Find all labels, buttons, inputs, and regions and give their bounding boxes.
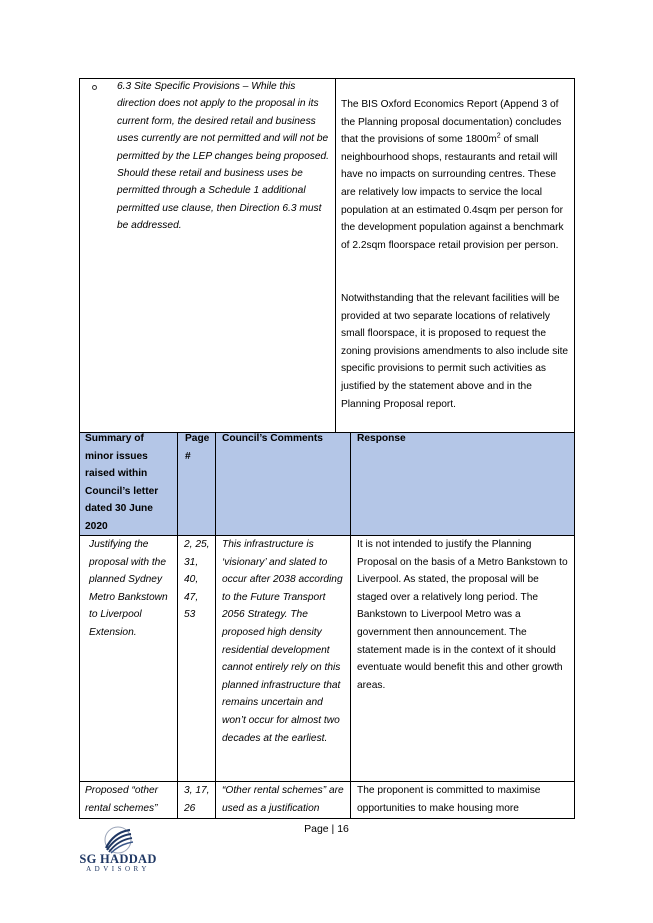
header-page: Page # (185, 433, 210, 462)
col2-left-border (177, 432, 178, 819)
bis-report-text-a: The BIS Oxford Economics Report (Append 3 of the Planning proposal documentation) concludes that the provisions of some 1800m (341, 99, 562, 146)
bis-report-text-b: of small neighbourhood shops, restaurants and retail will have no impacts on surrounding centres. These are relatively low impacts to service the local population at an estimated 0.4sqm per person for the development population against a benchmark of 2.2sqm floorspace retail provision per person. (341, 134, 564, 251)
table-row-1-pages: 2, 25, 31, 40, 47, 53 (184, 539, 210, 621)
col4-left-border (350, 432, 351, 819)
company-logo (78, 822, 158, 872)
logo-name: SG HADDAD (79, 852, 157, 866)
table-row-1-issue: Justifying the proposal with the planned Sydney Metro Bankstown to Liverpool Extension. (89, 539, 168, 638)
sup-2: 2 (496, 132, 501, 140)
table-bottom-border (79, 818, 575, 819)
bis-report-paragraph (341, 96, 569, 254)
notwithstanding-paragraph: Notwithstanding that the relevant facilities will be provided at two separate locations of relatively small floorspace, it is proposed to request the zoning provisions amendments to also include site specific provisions to permit such activities as justified by the statement above and in the Planning Proposal report. (341, 293, 569, 410)
top-left-border (79, 78, 80, 433)
table-row-2-comment: “Other rental schemes” are used as a justification (222, 785, 344, 814)
table-row-2-issue: Proposed “other rental schemes” (85, 785, 159, 814)
logo-swoosh-icon (78, 822, 158, 854)
header-comments: Council’s Comments (222, 433, 323, 444)
col4-right-border (574, 432, 575, 819)
direction-6-3-text: 6.3 Site Specific Provisions – While this direction does not apply to the proposal in its current form, the desired retail and business uses currently are not permitted and will not be permitted by the LEP changes being proposed. Should these retail and business uses be permitted through a Schedule 1 additional permitted use clause, then Direction 6.3 must be addressed. (117, 81, 330, 232)
col3-left-border (215, 432, 216, 819)
table-row-1-comment: This infrastructure is ‘visionary’ and slated to occur after 2038 according to the Future Transport 2056 Strategy. The proposed high density residential development cannot entirely rely on this planned infrastructure that remains uncertain and won’t occur for almost two decades at the earliest. (222, 539, 343, 744)
table-row-1-response: It is not intended to justify the Planning Proposal on the basis of a Metro Bankstown to Liverpool. As stated, the proposal will be staged over a relatively long period. The Bankstown to Liverpool Metro was a government then announcement. The statement made is in the context of it should eventuate would benefit this and other growth areas. (357, 539, 568, 691)
logo-tagline: ADVISORY (86, 865, 150, 873)
table-row-2-response: The proponent is committed to maximise opportunities to make housing more (357, 785, 541, 814)
page-number: Page | 16 (304, 823, 349, 835)
header-summary: Summary of minor issues raised within Council’s letter dated 30 June 2020 (85, 433, 159, 532)
bullet-circle-icon (92, 85, 97, 90)
table-row-2-pages: 3, 17, 26 (184, 785, 210, 814)
top-right-border (574, 78, 575, 433)
col1-left-border (79, 432, 80, 819)
top-mid-border (335, 78, 336, 433)
header-response: Response (357, 433, 406, 444)
